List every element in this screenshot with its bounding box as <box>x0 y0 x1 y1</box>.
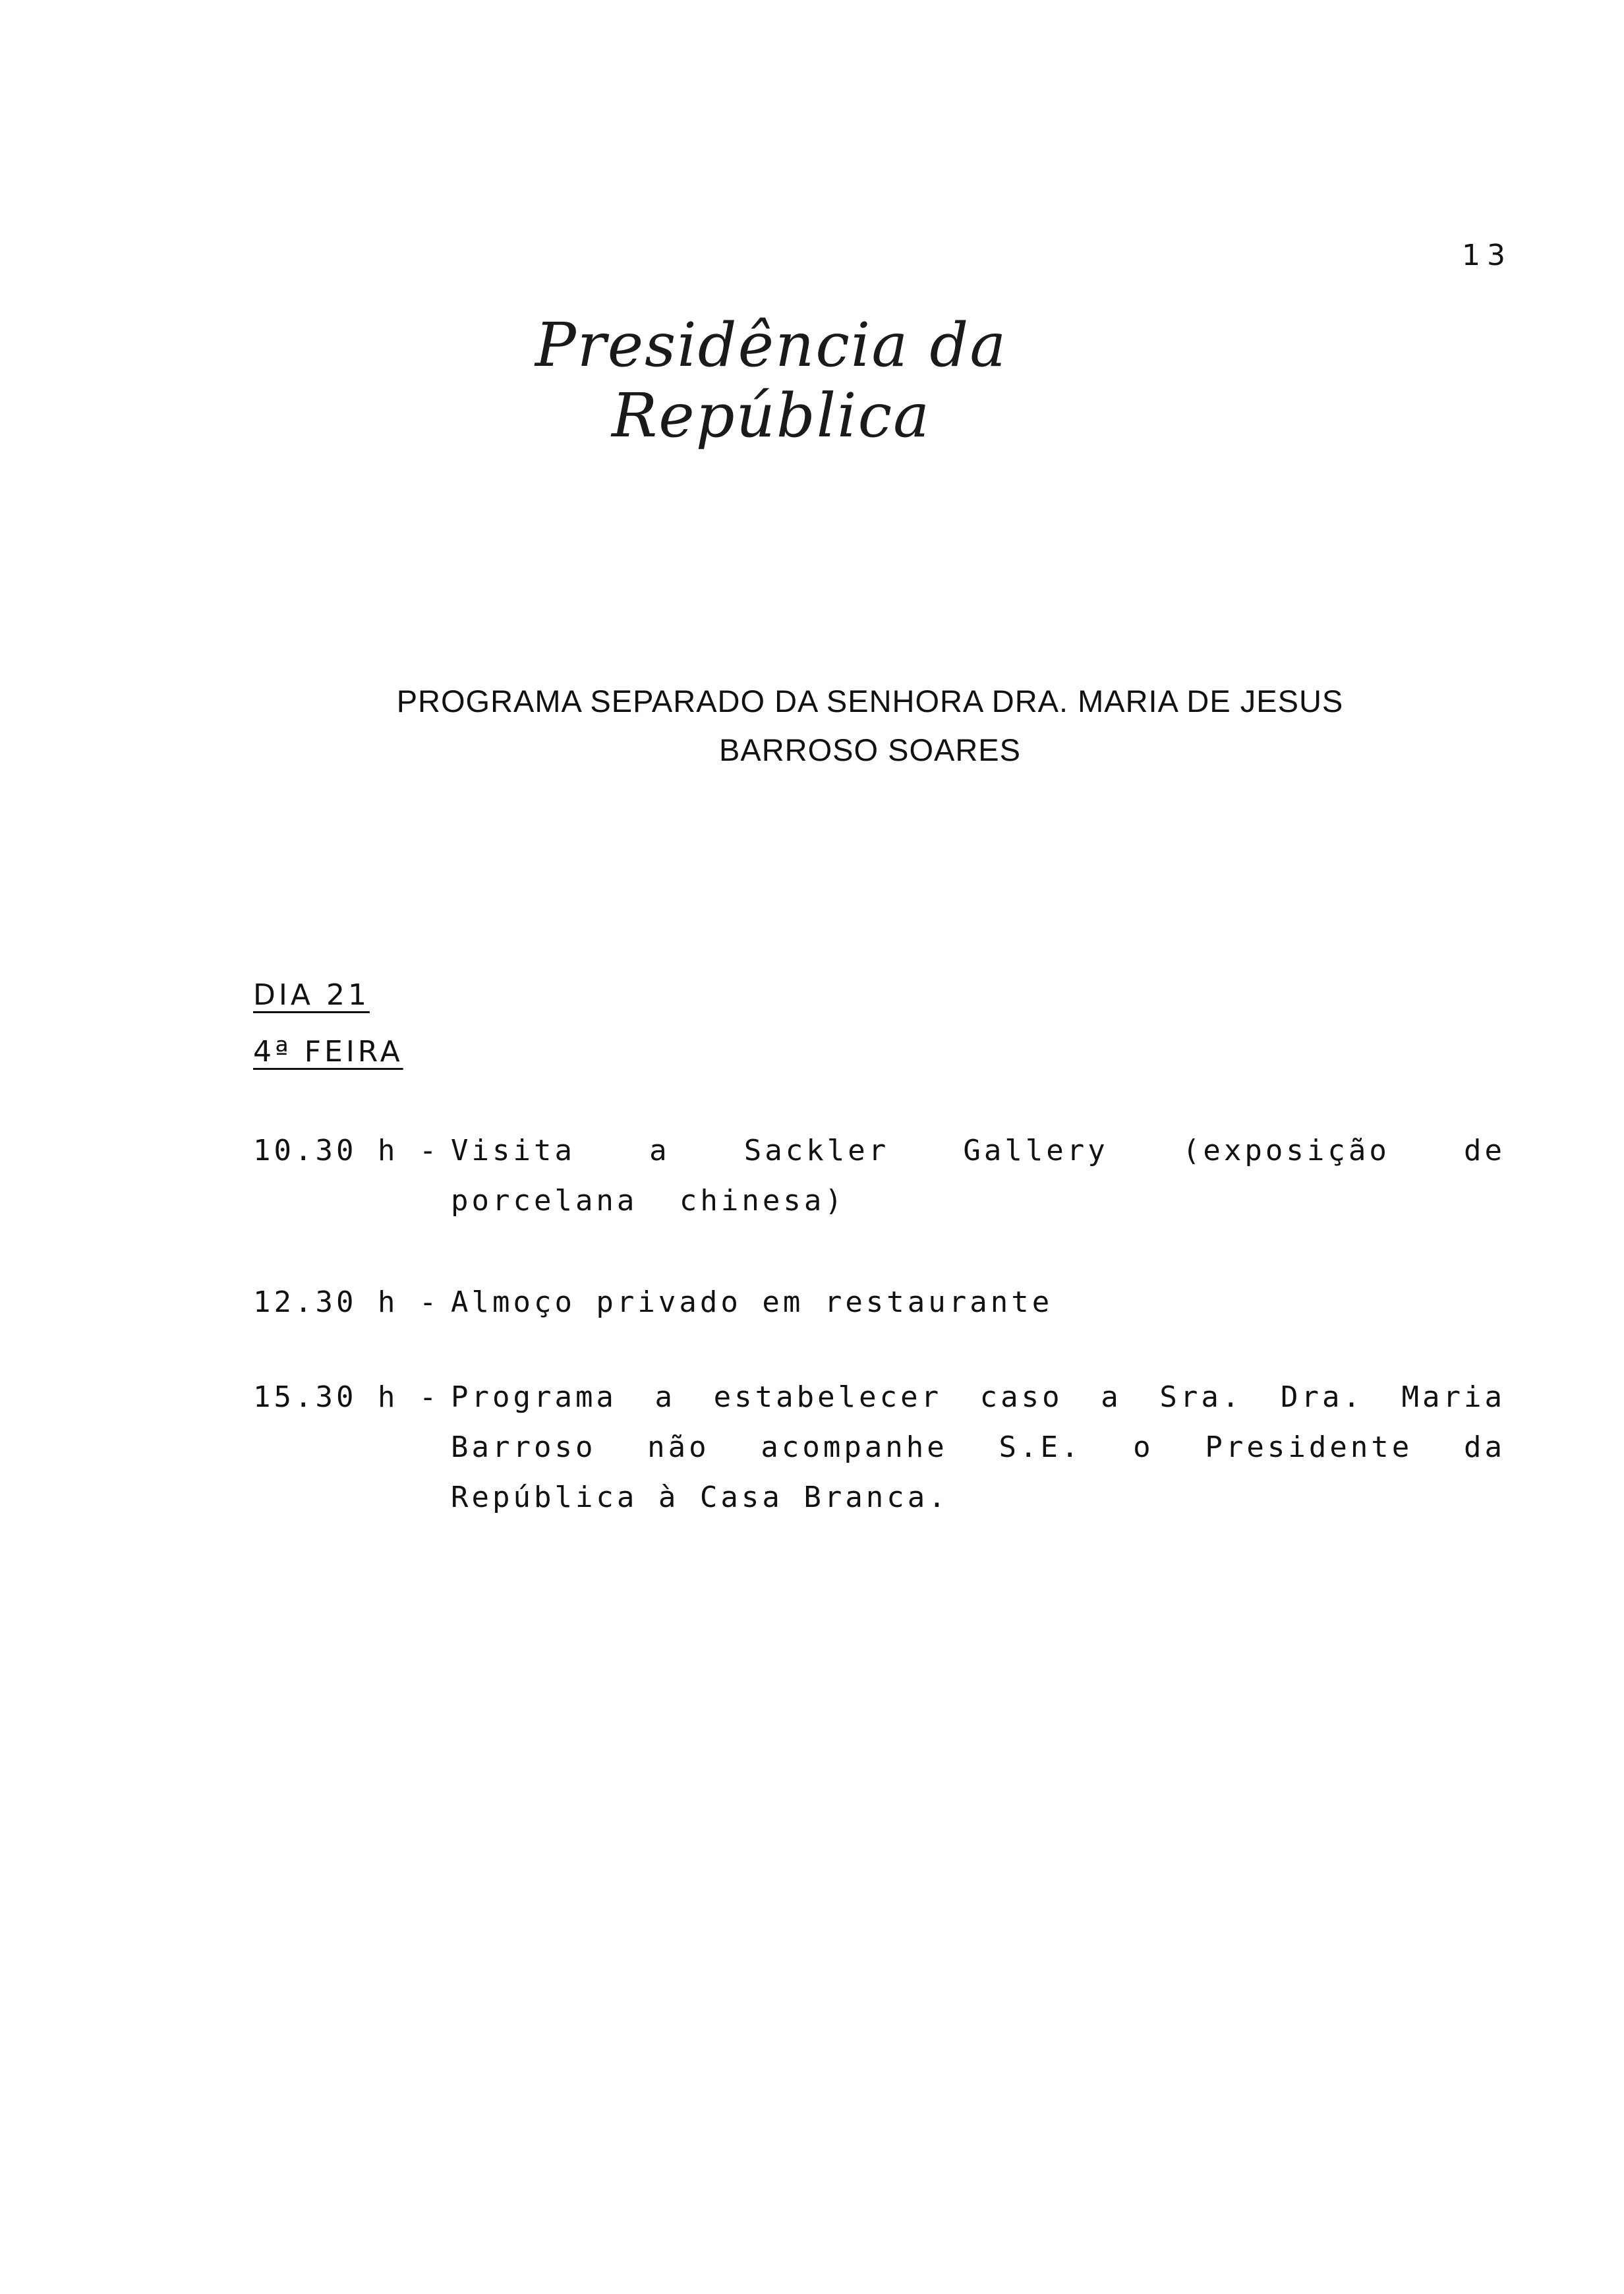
schedule-description: Programa a estabelecer caso a Sra. Dra. Maria Barroso não acompanhe S.E. o Presidente da República à Casa Branca. <box>451 1380 1505 1514</box>
day-weekday-heading: 4ª FEIRA <box>253 1035 403 1069</box>
schedule-time: 12.30 h - <box>253 1285 440 1319</box>
page-number: 13 <box>1462 239 1512 272</box>
day-date-heading: DIA 21 <box>253 978 370 1012</box>
schedule-description: Visita a Sackler Gallery (exposição de porcelana chinesa) <box>451 1134 1505 1218</box>
letterhead-script: Presidência da República <box>535 310 1008 451</box>
schedule-description: Almoço privado em restaurante <box>451 1285 1053 1319</box>
schedule-time: 15.30 h - <box>253 1380 440 1414</box>
document-title-line-2: BARROSO SOARES <box>719 732 1021 767</box>
document-title-line-1: PROGRAMA SEPARADO DA SENHORA DRA. MARIA DE JESUS <box>396 684 1344 719</box>
schedule-time: 10.30 h - <box>253 1134 440 1167</box>
